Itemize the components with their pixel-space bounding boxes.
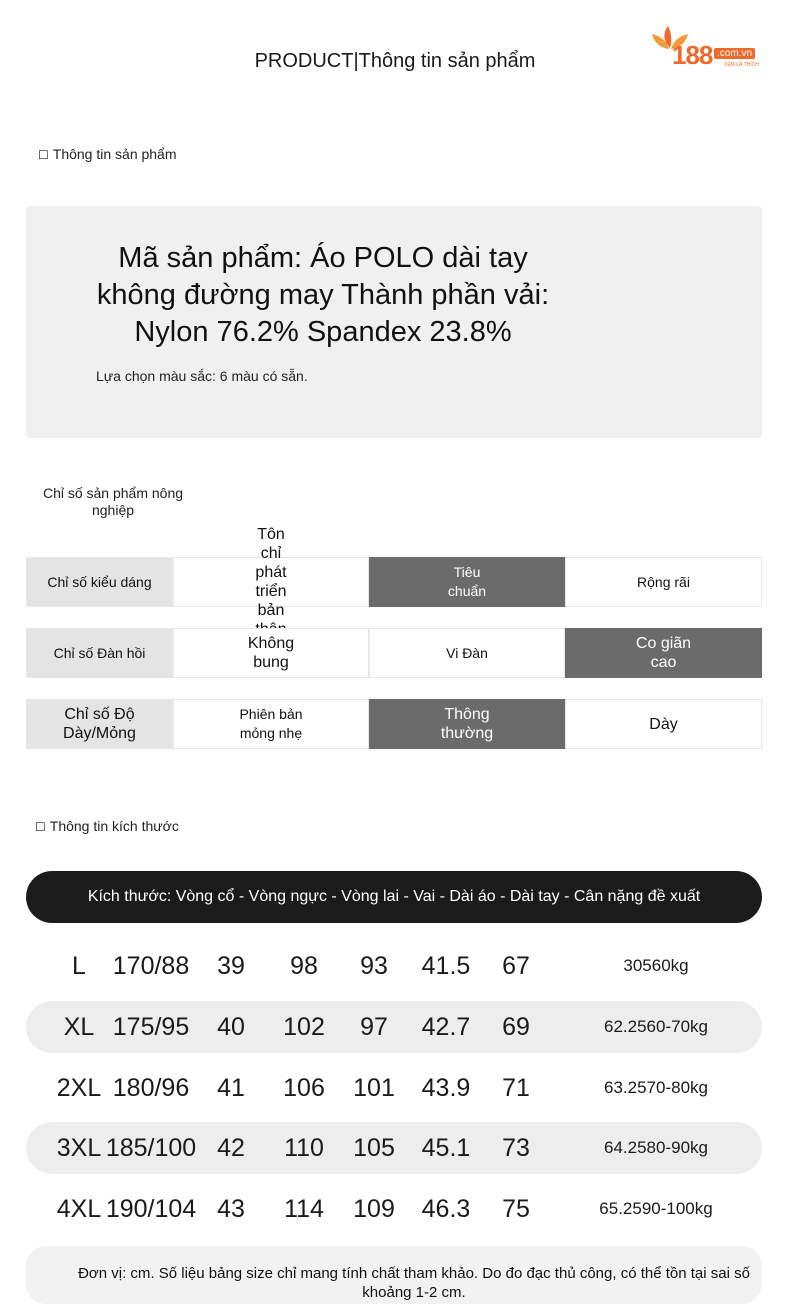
size-cell-chest: 114 [284, 1194, 324, 1223]
size-table-row [26, 1183, 762, 1235]
size-cell-sleeve: 69 [502, 1012, 530, 1041]
color-options-text: Lựa chọn màu sắc: 6 màu có sẵn. [96, 368, 308, 384]
thickness-index-label: Chỉ số Độ Dày/Mỏng [26, 699, 173, 749]
logo-number: 188 [672, 40, 713, 70]
size-cell-shoulder-length: 45.1 [421, 1133, 471, 1162]
size-table-row [26, 940, 762, 992]
product-description: Mã sản phẩm: Áo POLO dài tay không đường may Thành phần vải: Nylon 76.2% Spandex 23.8% [96, 242, 550, 348]
logo-domain: .com.vn [714, 48, 755, 59]
fit-index-row [26, 526, 762, 619]
product-info-heading [38, 146, 177, 162]
size-cell-size-label: 4XL [56, 1194, 102, 1223]
size-cell-recommended-weight: 65.2590-100kg [599, 1199, 713, 1218]
size-cell-size-label: L [72, 951, 86, 980]
size-cell-recommended-weight: 63.2570-80kg [604, 1078, 708, 1097]
size-cell-neck: 41 [217, 1073, 245, 1102]
size-cell-hem: 97 [360, 1012, 388, 1041]
size-cell-sleeve: 73 [502, 1133, 530, 1162]
size-cell-height-chest: 175/95 [112, 1012, 190, 1041]
fit-option-slim: Tôn chỉ phát triển bản [173, 557, 369, 607]
size-cell-size-label: 2XL [56, 1073, 102, 1102]
size-cell-size-label: XL [63, 1012, 95, 1041]
size-note [26, 1246, 762, 1304]
size-table-row [26, 1001, 762, 1053]
size-cell-hem: 101 [353, 1073, 395, 1102]
size-cell-chest: 98 [290, 951, 318, 980]
size-cell-hem: 93 [360, 951, 388, 980]
size-cell-recommended-weight: 62.2560-70kg [604, 1017, 708, 1036]
size-info-heading [35, 818, 179, 834]
elasticity-option-none: Không bung [173, 628, 369, 678]
size-cell-recommended-weight: 30560kg [623, 956, 689, 975]
size-cell-hem: 105 [353, 1133, 395, 1162]
size-cell-size-label: 3XL [56, 1133, 102, 1162]
size-cell-shoulder-length: 46.3 [421, 1194, 471, 1223]
size-note-text: Đơn vị: cm. Số liệu bảng size chỉ mang tính chất tham khảo. Do đo đạc thủ công, có thể tồn tại sai số khoảng 1-2 cm. [78, 1265, 750, 1301]
size-cell-shoulder-length: 42.7 [421, 1012, 471, 1041]
size-cell-shoulder-length: 41.5 [421, 951, 471, 980]
size-cell-sleeve: 71 [502, 1073, 530, 1102]
elasticity-option-micro: Vi Đàn [369, 628, 565, 678]
index-section-heading: Chỉ số sản phẩm nông nghiệp [42, 485, 184, 518]
size-cell-neck: 40 [217, 1012, 245, 1041]
thickness-option-thin: Phiên bản mỏng nhẹ [173, 699, 369, 749]
fit-option-standard: Tiêu chuẩn [369, 557, 565, 607]
size-table-row [26, 1122, 762, 1174]
fit-option-loose: Rộng rãi [565, 557, 762, 607]
size-cell-chest: 106 [283, 1073, 325, 1102]
size-cell-shoulder-length: 43.9 [421, 1073, 471, 1102]
product-info-panel [26, 206, 762, 438]
elasticity-index-label: Chỉ số Đàn hồi [26, 628, 173, 678]
elasticity-index-row [26, 628, 762, 678]
size-cell-sleeve: 75 [502, 1194, 530, 1223]
brand-logo [650, 22, 780, 72]
size-cell-height-chest: 180/96 [112, 1073, 190, 1102]
elasticity-option-high: Co giãn cao [565, 628, 762, 678]
size-cell-sleeve: 67 [502, 951, 530, 980]
fit-index-label: Chỉ số kiểu dáng [26, 557, 173, 607]
size-cell-neck: 39 [217, 951, 245, 980]
checkbox-icon: ☐ [35, 820, 46, 834]
product-info-heading-text: Thông tin sản phẩm [52, 146, 177, 162]
size-cell-hem: 109 [353, 1194, 395, 1223]
size-cell-height-chest: 170/88 [112, 951, 190, 980]
size-info-heading-text: Thông tin kích thước [49, 818, 179, 834]
size-cell-neck: 42 [217, 1133, 245, 1162]
size-table-row [26, 1062, 762, 1114]
logo-tagline: XEM LÀ THÍCH [724, 62, 759, 68]
size-table-header: Kích thước: Vòng cổ - Vòng ngực - Vòng lai - Vai - Dài áo - Dài tay - Cân nặng đề xuất [26, 871, 762, 923]
checkbox-icon: ☐ [38, 148, 49, 162]
size-cell-chest: 110 [284, 1133, 324, 1162]
size-cell-recommended-weight: 64.2580-90kg [604, 1138, 708, 1157]
size-cell-height-chest: 185/100 [105, 1133, 197, 1162]
size-cell-chest: 102 [283, 1012, 325, 1041]
thickness-index-row [26, 699, 762, 749]
page-title: PRODUCT|Thông tin sản phẩm [254, 50, 536, 72]
thickness-option-regular: Thông thường [369, 699, 565, 749]
size-cell-height-chest: 190/104 [105, 1194, 197, 1223]
thickness-option-thick: Dày [565, 699, 762, 749]
size-cell-neck: 43 [217, 1194, 245, 1223]
